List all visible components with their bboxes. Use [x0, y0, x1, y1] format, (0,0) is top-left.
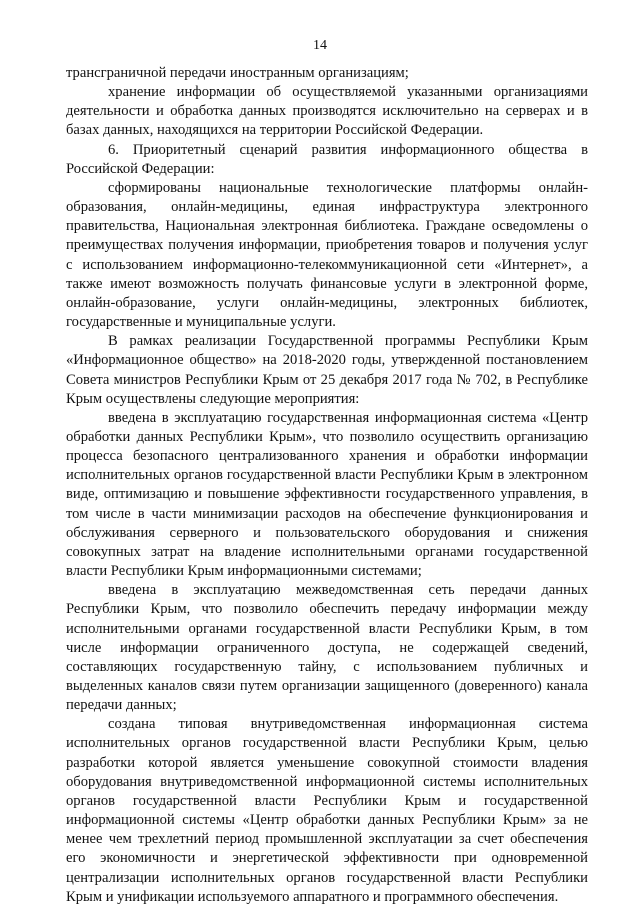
paragraph: В рамках реализации Государственной программы Республики Крым «Информационное общество» на 2018-2020 годы, утвержденной постановлением Совета министров Республики Крым от 25 декабря 2017 года № 702, в Республике Крым осуществлены следующие мероприятия:: [66, 333, 588, 407]
paragraph: хранение информации об осуществляемой указанными организациями деятельности и обработка данных производятся исключительно на серверах и в базах данных, находящихся на территории Российской Федерации.: [66, 84, 588, 139]
paragraph: 6. Приоритетный сценарий развития информационного общества в Российской Федерации:: [66, 141, 588, 177]
paragraph: сформированы национальные технологические платформы онлайн-образования, онлайн-медицины, единая инфраструктура электронного правительства, Национальная электронная библиотека. Граждане осведомлены о преимуществах получения информации, приобретения товаров и получения услуг с использованием информационно-телекоммуникационной сети «Интернет», а также имеют возможность получать финансовые услуги в электронной форме, онлайн-образование, услуги онлайн-медицины, электронных библиотек, государственные и муниципальные услуги.: [66, 179, 588, 331]
paragraph: введена в эксплуатацию государственная информационная система «Центр обработки данных Республики Крым», что позволило осуществить организацию процесса безопасного централизованного хранения и обработки информации исполнительных органов государственной власти Республики Крым в электронном виде, оптимизацию и повышение эффективности государственного управления, в том числе в части минимизации расходов на обеспечение функционирования и обслуживания серверного и пользовательского оборудования и снижения совокупных затрат на владение исполнительными органами государственной власти Республики Крым информационными системами;: [66, 409, 588, 580]
page-number: 14: [313, 38, 327, 53]
document-body: [66, 64, 588, 907]
paragraph: создана типовая внутриведомственная информационная система исполнительных органов государственной власти Республики Крым, целью разработки которой является уменьшение совокупной стоимости владения оборудования внутриведомственной информационной системы исполнительных органов государственной власти Республики Крым и государственной информационной системы «Центр обработки данных Республики Крым» за не менее чем трехлетний период промышленной эксплуатации за счет обеспечения его экономичности и энергетической эффективности при одновременной централизации исполнительных органов государственной власти Республики Крым и унификации используемого аппаратного и программного обеспечения.: [66, 716, 588, 905]
paragraph: введена в эксплуатацию межведомственная сеть передачи данных Республики Крым, что позволило обеспечить передачу информации между исполнительными органами государственной власти Республики Крым, в том числе информации ограниченного доступа, не содержащей сведений, составляющих государственную тайну, с использованием публичных и выделенных каналов связи путем организации защищенного (доверенного) канала передачи данных;: [66, 582, 588, 714]
paragraph: трансграничной передачи иностранным организациям;: [66, 65, 409, 81]
